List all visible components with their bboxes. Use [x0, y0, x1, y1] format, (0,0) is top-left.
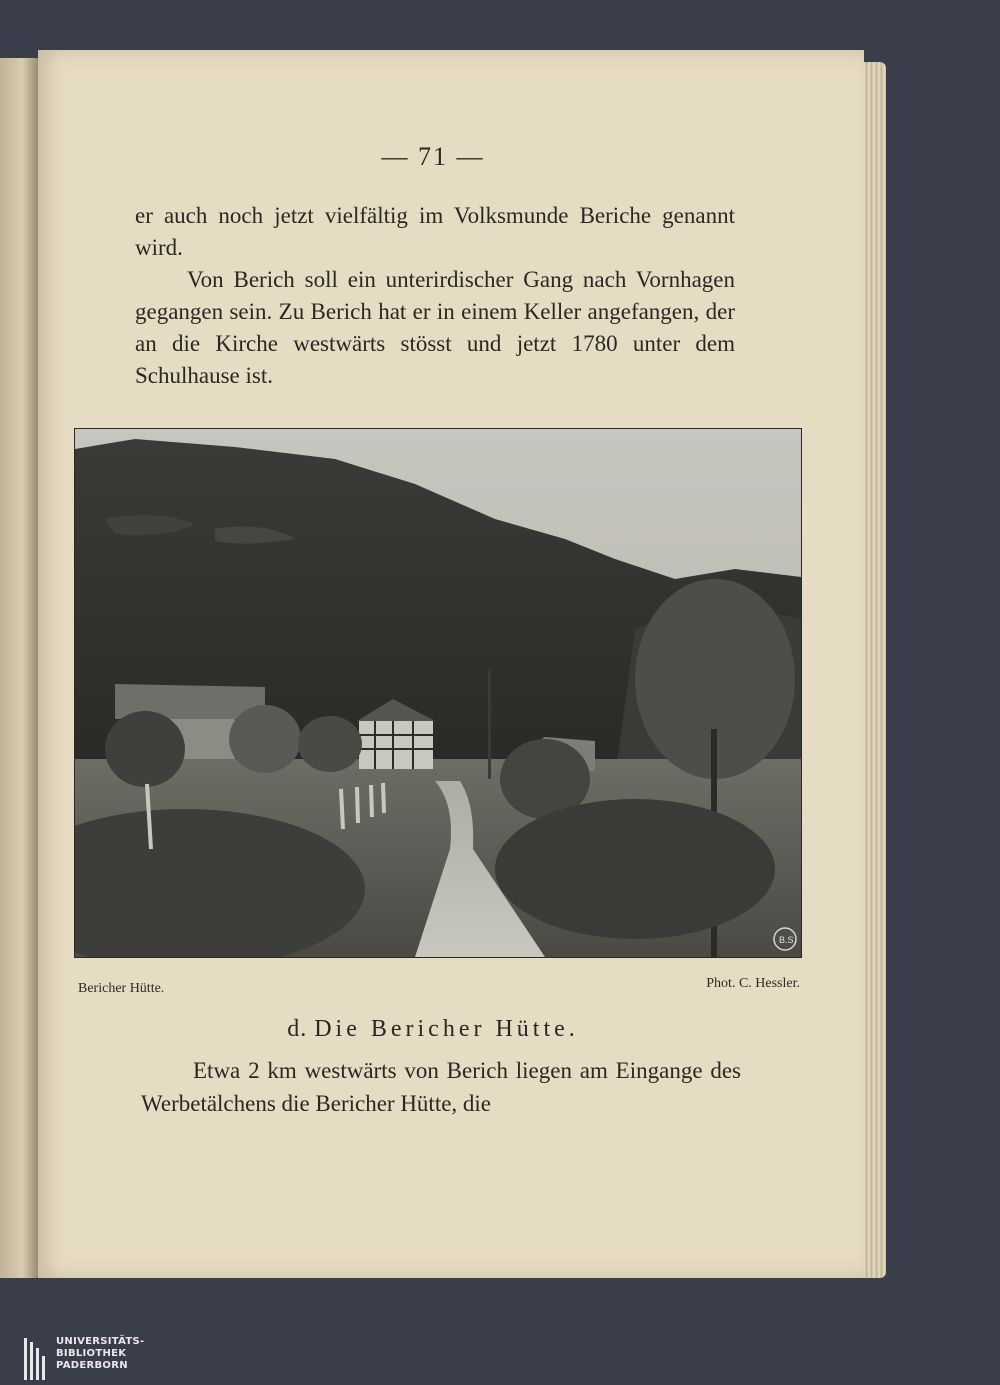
library-name-line-3: PADERBORN	[56, 1360, 128, 1371]
library-name-line-2: BIBLIOTHEK	[56, 1348, 127, 1359]
book-page	[38, 50, 864, 1278]
utility-pole	[488, 669, 491, 779]
library-name	[56, 1336, 145, 1372]
photo-figure	[74, 428, 802, 958]
stamp-text: B.S	[779, 935, 794, 945]
paragraph-1: er auch noch jetzt vielfältig im Volksmunde Beriche genannt wird.	[135, 203, 735, 260]
page-number: — 71 —	[381, 142, 485, 171]
section-heading	[38, 1016, 828, 1043]
text-block-top	[135, 200, 735, 392]
paragraph-3: Etwa 2 km westwärts von Berich liegen am Eingange des Werbetälchens die Bericher Hütte, die	[141, 1058, 741, 1116]
left-page-edge	[0, 58, 40, 1278]
library-footer	[0, 1333, 1000, 1385]
library-name-line-1: UNIVERSITÄTS-	[56, 1336, 145, 1347]
landscape-photo	[75, 429, 801, 957]
section-title: Die Bericher Hütte.	[314, 1016, 579, 1042]
text-block-bottom	[141, 1054, 741, 1120]
paragraph-2: Von Berich soll ein unterirdischer Gang nach Vornhagen gegangen sein. Zu Berich hat er in einem Keller angefangen, der an die Kirche westwärts stösst und jetzt 1780 unter dem Schulhause ist.	[135, 267, 735, 388]
photo-caption: Bericher Hütte.	[78, 981, 165, 996]
photo-credit: Phot. C. Hessler.	[706, 976, 800, 991]
section-letter: d.	[287, 1016, 308, 1042]
library-logo-icon	[22, 1336, 48, 1382]
